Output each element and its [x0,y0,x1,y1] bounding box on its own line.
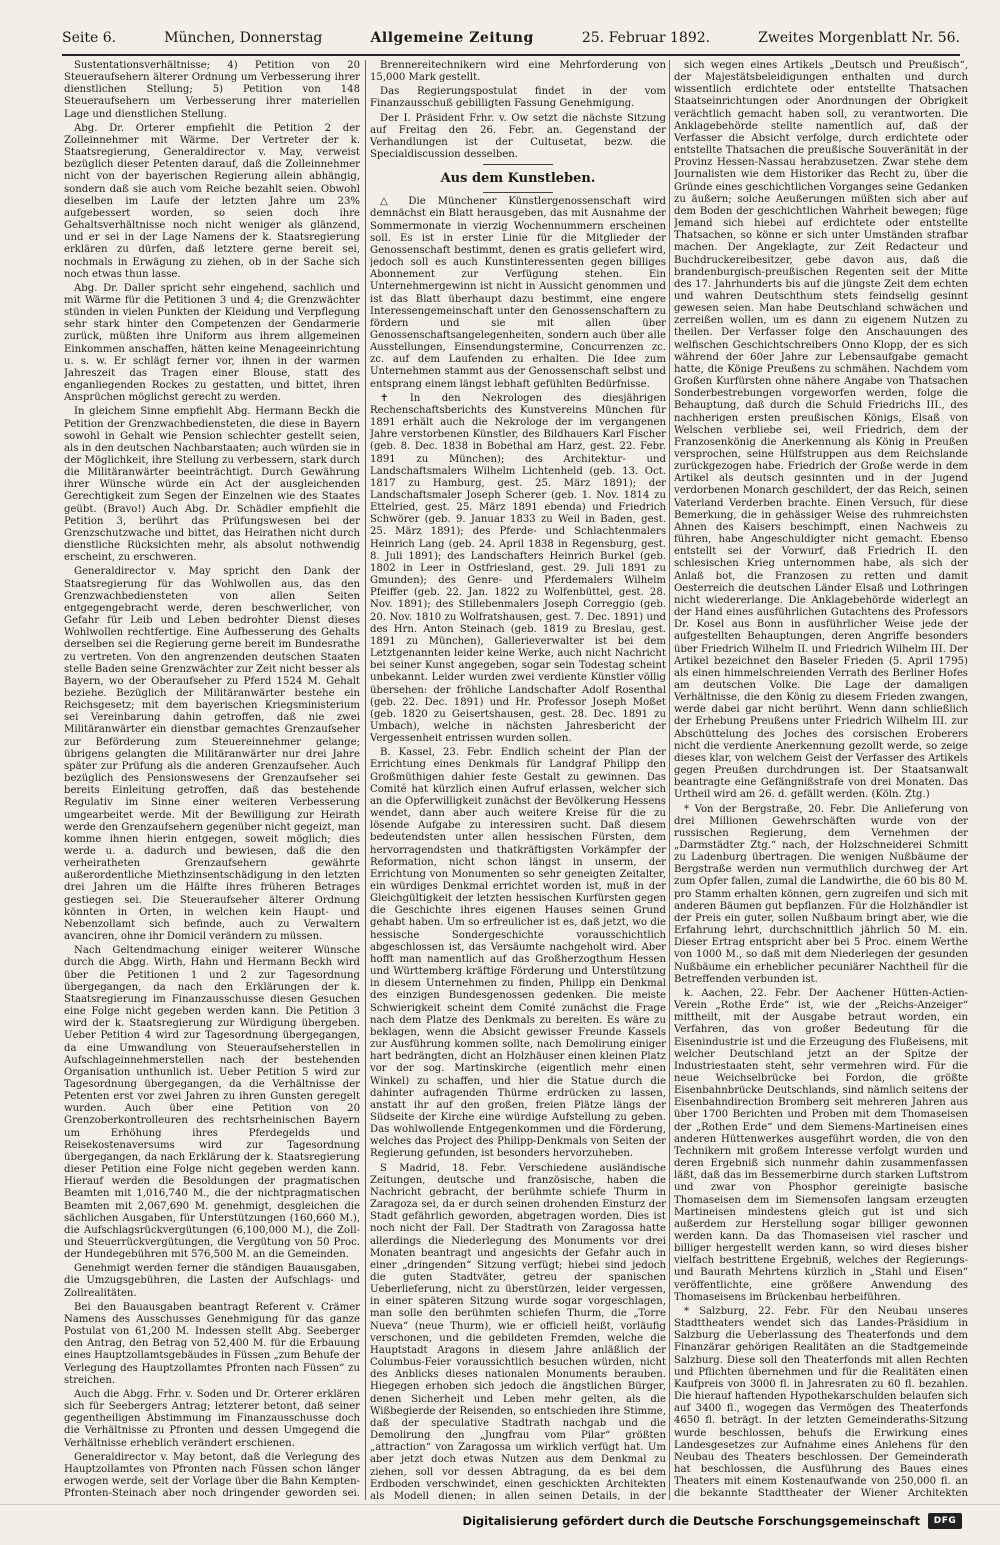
column-divider [669,60,670,1500]
masthead: Allgemeine Zeitung [370,30,534,46]
article-paragraph: Brennereitechnikern wird eine Mehrforderung von 15,000 Mark gestellt. [370,60,666,84]
article-paragraph: S Madrid, 18. Febr. Verschiedene ausländische Zeitungen, deutsche und französische, haben die Nachricht gebracht, der berühmte schiefe Thurm in Zaragoza sei, da er durch seinen drohenden Einsturz der Stadt gefährlich geworden, abgetragen worden. Dies ist noch nicht der Fall. Der Stadtrath von Zaragossa hatte allerdings die Niederlegung des Monuments vor drei Monaten beantragt und angesichts der Gefahr auch in einer „dringenden“ Sitzung verfügt; hiebei sind jedoch die guten Stadtväter, getreu der spanischen Ueberlieferung, nicht zu überstürzen, leider vergessen, in einer späteren Sitzung wurde sogar vorgeschlagen, man solle den berühmten schiefen Thurm, die „Torre Nueva“ (neue Thurm), wie er officiell heißt, vorläufig verschonen, und die gebildeten Fremden, welche die Hauptstadt Aragons in diesem Jahre anläßlich der Columbus-Feier voraussichtlich besuchen würden, nicht des Anblicks dieses nationalen Monuments berauben. Hiegegen erhoben sich jedoch die ängstlichen Bürger, denen Sicherheit und Leben mehr gelten, als die Wißbegierde der Reisenden, so entschieden ihre Stimme, daß der speculative Stadtrath nachgab und die Demolirung den „Jungfrau vom Pilar“ größten „attraction“ von Zaragossa um wirklich verfügt hat. Um aber jetzt doch etwas Nutzen aus dem Denkmal zu ziehen, soll vor dessen Abtragung, da es bei dem Erdboden verschwindet, einen geschickten Architekten als Modell dienen; in allen seinen Details, in der [370,1162,666,1500]
article-paragraph: In gleichem Sinne empfiehlt Abg. Hermann Beckh die Petition der Grenzwachbediensteten, die diese in Bayern sowohl in Gehalt wie Pension schlechter gestellt seien, als in den deutschen Nachbarstaaten; auch würden sie in der Möglichkeit, ihre Stellung zu verbessern, stark durch die Militäranwärter beeinträchtigt. Durch Gewährung ihrer Wünsche würde ein Act der ausgleichenden Gerechtigkeit zum Segen der Einzelnen wie des Staates geübt. (Bravo!) Auch Abg. Dr. Schädler empfiehlt die Petition 3, berührt das Prüfungswesen bei der Grenzschutzwache und bittet, das Heirathen nicht durch dienstliche Rücksichten mehr, als absolut nothwendig erscheint, zu erschweren. [64,406,360,564]
place-date: München, Donnerstag [164,30,323,46]
column-1 [64,60,360,1500]
article-paragraph: Bei den Bauausgaben beantragt Referent v. Crämer Namens des Ausschusses Genehmigung für das ganze Postulat von 61,200 M. Indessen stellt Abg. Seeberger den Antrag, den Betrag von 52,400 M. für die Erbauung eines Hauptzollamtsgebäudes in Füssen „zum Behufe der Verlegung des Hauptzollamtes Pfronten nach Füssen“ zu streichen. [64,1301,360,1386]
page-number: Seite 6. [62,30,117,46]
article-paragraph: B. Kassel, 23. Febr. Endlich scheint der Plan der Errichtung eines Denkmals für Landgraf Philipp den Großmüthigen dahier feste Gestalt zu gewinnen. Das Comité hat kürzlich einen Aufruf erlassen, welcher sich an die Opferwilligkeit zunächst der Bevölkerung Hessens wendet, dann aber auch weitere Kreise für die zu lösende Aufgabe zu interessiren sucht. Daß diesem bedeutendsten unter allen hessischen Fürsten, dem hervorragendsten und thatkräftigsten Vorkämpfer der Reformation, nicht schon längst in unserm, der Errichtung von Monumenten so sehr geneigten Zeitalter, ein würdiges Denkmal errichtet worden ist, muß in der Gleichgültigkeit der letzten hessischen Kurfürsten gegen die Geschichte ihres eigenen Hauses seinen Grund gehabt haben. Um so erfreulicher ist es, daß jetzt, wo die hessische Sondergeschichte vorausschichtlich abgeschlossen ist, das Versäumte nachgeholt wird. Aber hofft man namentlich auf das Großherzogthum Hessen und Württemberg kräftige Förderung und Unterstützung in diesem Unternehmen zu finden, Philipp ein Denkmal des einzigen Bundesgenossen gedenken. Die meiste Schwierigkeit scheint dem Comité zunächst die Frage nach dem Platze des Denkmals zu bereiten. Es wäre zu beklagen, wenn die Absicht gewisser Freunde Kassels zur Ausführung kommen sollte, nach Demolirung einiger hart bedrängten, dicht an Holzhäuser einen kleinen Platz vor der sog. Martinskirche (eigentlich mehr einen Winkel) zu schaffen, und hier die Statue durch die dahinter aufragenden Thürme erdrücken zu lassen, anstatt ihr auf den großen, freien Plätze längs der Südseite der Kirche eine würdige Aufstellung zu geben. Das wohlwollende Entgegenkommen und die Förderung, welches das Project des Philipp-Denkmals von Seiten der Regierung gefunden, ist besonders hervorzuheben. [370,747,666,1160]
article-paragraph: △ Die Münchener Künstlergenossenschaft wird demnächst ein Blatt herausgeben, das mit Ausnahme der Sommermonate in vierzig Wochennummern erscheinen soll. Es ist in erster Linie für die Mitglieder der Genossenschaft bestimmt, denen es gratis geliefert wird, jedoch soll es auch Kunstinteressenten gegen billiges Abonnement zur Verfügung stehen. Ein Unternehmergewinn ist nicht in Aussicht genommen und ist das Blatt überhaupt dazu bestimmt, eine engere Interessengemeinschaft unter den Genossenschaftern zu fördern und sie mit allen über Genossenschaftsangelegenheiten, sondern auch über alle Ausstellungen, Einsendungstermine, Concurrenzen zc. zc. auf dem Laufenden zu erhalten. Die Idee zum Unternehmen stammt aus der Genossenschaft selbst und entsprang einem längst lebhaft gefühlten Bedürfnisse. [370,196,666,390]
edition: Zweites Morgenblatt Nr. 56. [758,30,960,46]
digitization-footer [462,1511,962,1531]
article-paragraph: * Salzburg, 22. Febr. Für den Neubau unseres Stadttheaters wendet sich das Landes-Präsidium in Salzburg die Ueberlassung des Theaterfonds und dem Finanzärar gehörigen Realitäten an die Stadtgemeinde Salzburg. Diese soll den Theaterfonds mit allen Rechten und Pflichten übernehmen und für die Realitäten einen Kaufpreis von 3000 fl. in Jahresraten zu 60 fl. bezahlen. Die hierauf haftenden Hypothekarschulden belaufen sich auf 3400 fl., wogegen das Vermögen des Theaterfonds 4650 fl. beträgt. In der letzten Gemeinderaths-Sitzung wurde beschlossen, behufs die Erwirkung eines Landesgesetzes zur Aufnahme eines Anlehens für den Neubau des Theaters beschlossen. Der Gemeinderath hat beschlossen, die Ausführung des Baues eines Theaters mit einem Kostenaufwande von 250,000 fl. an die bekannte Stadttheater der Wiener Architekten [674,1305,968,1500]
article-paragraph: Das Regierungspostulat findet in der vom Finanzausschuß gebilligten Fassung Genehmigung. [370,86,666,110]
article-paragraph: Nach Geltendmachung einiger weiterer Wünsche durch die Abgg. Wirth, Hahn und Hermann Beckh wird über die Petitionen 1 und 2 zur Tagesordnung übergegangen, da nach den Erklärungen der k. Staatsregierung im Finanzausschusse diesen Gesuchen eine Folge nicht gegeben werden kann. Die Petition 3 wird der k. Staatsregierung zur Würdigung übergeben. Ueber Petition 4 wird zur Tagesordnung übergegangen, da eine Umwandlung von Steueraufseherstellen in Aufschlageinnehmerstellen nach der bestehenden Organisation unthunlich ist. Ueber Petition 5 wird zur Tagesordnung übergegangen, da die Verhältnisse der Petenten erst vor zwei Jahren zu ihren Gunsten geregelt wurden. Auch über eine Petition von 20 Grenzoberkontrolleuren des rechtsrheinischen Bayern um Erhöhung ihres Pferdegelds und Reisekostenaversums wird zur Tagesordnung übergegangen, da nach Erklärung der k. Staatsregierung dieser Petition eine Folge nicht gegeben werden kann. Hierauf werden die Besoldungen der pragmatischen Beamten mit 1,016,740 M., die der nichtpragmatischen Beamten mit 2,067,690 M. genehmigt, desgleichen die sächlichen Ausgaben, für Unterstützungen (160,660 M.), die Aufschlagsrückvergütungen (6,100,000 M.), die Zoll- und Steuerrückvergütungen, die Vergütung von 50 Proc. der Hundegebühren mit 576,500 M. an die Gemeinden. [64,945,360,1261]
column-divider [365,60,366,1500]
section-heading-kunstleben: Aus dem Kunstleben. [440,171,596,187]
article-paragraph: sich wegen eines Artikels „Deutsch und Preußisch“, der Majestätsbeleidigungen enthalten und durch wissentlich erdichtete oder entstellte Thatsachen Staatseinrichtungen oder Anordnungen der Obrigkeit verächtlich gemacht haben soll, zu verantworten. Die Anklagebehörde stellte namentlich auf, daß der Verfasser die Absicht verfolge, durch erdichtete oder entstellte Thatsachen die preußische Souveränität in der Provinz Hessen-Nassau herabzusetzen. Zwar stehe dem Journalisten wie dem Historiker das Recht zu, über die Gründe eines geschichtlichen Vorganges seine Gedanken zu äußern; solche Aeußerungen müßten sich aber auf dem Boden der geschichtlichen Wahrheit bewegen; füge Jemand sich hiebei auf erdichtete oder entstellte Thatsachen, so könne er sich unter Umständen strafbar machen. Der Angeklagte, zur Zeit Redacteur und Buchdruckereibesitzer, gebe davon aus, daß die brandenburgisch-preußischen Regenten seit der Mitte des 17. Jahrhunderts bis auf die jüngste Zeit dem echten und wahren Deutschthum stets feindselig gesinnt gewesen seien. Man habe Deutschland schwächen und zerreißen wollen, um es dann zu eigenem Nutzen zu theilen. Der Verfasser folge den Anschauungen des welfischen Geschichtschreibers Onno Klopp, der es sich während der 60er Jahre zur Lebensaufgabe gemacht hatte, die Könige Preußens zu schmähen. Nachdem vom Großen Kurfürsten ohne nähere Angabe von Thatsachen Sonderbestrebungen vorgeworfen werden, folge die Behauptung, daß durch die Schuld Friedrichs III., des nachherigen ersten preußischen Königs, Elsaß von Welschen verbliebe sei, weil Friedrich, dem der Franzosenkönig die Anerkennung als König in Preußen versprochen, seine Hülfstruppen aus dem Reichslande zurückgezogen habe. Friedrich der Große werde in dem Artikel als deutsch gesinnten und in der Jugend verdorbenen Monarch geschildert, der das Reich, seinen Vaterland Verderben brachte. Einen Versuch, für diese Bemerkung, die in gehässiger Weise des ruhmreichsten Ahnen des Kaisers beschimpft, einen Nachweis zu führen, habe Angeschuldigter nicht gemacht. Ebenso entstellt sei der Vorwurf, daß Friedrich II. den schlesischen Krieg unternommen habe, als sich der Anlaß bot, die Franzosen zu retten und damit Oesterreich die deutschen Länder Elsaß und Lothringen nicht wiedererlange. Die Anklagebehörde widerlegt an der Hand eines ausführlichen Gutachtens des Professors Dr. Kosel aus Bonn in ausführlicher Weise jede der aufgestellten Behauptungen, deren Angriffe besonders über Friedrich Wilhelm II. und Friedrich Wilhelm III. Der Artikel bezeichnet den Baseler Frieden (5. April 1795) als einen himmelschreienden Verrath des Berliner Hofes am deutschen Volke. Die Lage der damaligen Verhältnisse, die den König zu diesem Frieden zwangen, werde dabei gar nicht berührt. Wenn dann schließlich der Erhebung Preußens unter Friedrich Wilhelm III. zur Abschüttelung des Joches des corsischen Eroberers nicht die verdiente Anerkennung gezollt werde, so zeige dieses klar, von welchem Geist der Verfasser des Artikels gegen Preußen durchdrungen ist. Der Staatsanwalt beantragte eine Gefängnißstrafe von drei Monaten. Das Urtheil wird am 26. d. gefällt werden. (Köln. Ztg.) [674,60,968,801]
issue-date: 25. Februar 1892. [581,30,711,46]
article-paragraph: Abg. Dr. Daller spricht sehr eingehend, sachlich und mit Wärme für die Petitionen 3 und 4; die Grenzwächter stünden in vielen Punkten der Kleidung und Verpflegung sehr stark hinter den Competenzen der Gendarmerie zurück, müßten ihre Uniform aus ihrem allgemeinen Einkommen anschaffen, hätten keine Menageeinrichtung u. s. w. Er schlägt ferner vor, ihnen in der warmen Jahreszeit das Tragen einer Blouse, statt des enganliegenden Rockes zu gestatten, und bittet, ihren Ansprüchen möglichst gerecht zu werden. [64,282,360,404]
article-paragraph: Generaldirector v. May spricht den Dank der Staatsregierung für das Wohlwollen aus, das den Grenzwachbediensteten von allen Seiten entgegengebracht werde, deren beschwerlicher, von Gefahr für Leib und Leben bedrohter Dienst dieses Wohlwollen rechtfertige. Eine Aufbesserung des Gehalts derselben sei die Regierung gerne bereit im Bundesrathe zu vertreten. Von den angrenzenden deutschen Staaten stelle Baden seine Grenzwächter zur Zeit nicht besser als Bayern, wo der Oberaufseher zu Pferd 1524 M. Gehalt beziehe. Bezüglich der Militäranwärter bestehe ein Reichsgesetz; mit dem bayerischen Kriegsministerium sei Vereinbarung dahin getroffen, daß nie zwei Militäranwärter ein dienstbar gemachtes Grenzaufseher zur Beförderung zum Steuereinnehmer gelange; übrigens gelangten die Militäranwärter nur drei Jahre später zur Prüfung als die anderen Grenzaufseher. Auch bezüglich des Pensionswesens der Grenzaufseher sei bereits Einleitung getroffen, daß das bestehende Regulativ im Sinne einer weiteren Verbesserung umgearbeitet werde. Mit der Bewilligung zur Heirath werde den Grenzaufsehern gegenüber nicht gegeizt, man komme ihnen hierin entgegen, soweit möglich; dies werde u. a. dadurch und bewiesen, daß die den verheiratheten Grenzaufsehern gewährte außerordentliche Miethzinsentschädigung in den letzten drei Jahren um die Hälfte ihres früheren Betrages gestiegen sei. Die Steueraufseher älterer Ordnung könnten in Orten, in welchen kein Haupt- und Nebenzollamt sich befinde, auch zu Verwaltern avanciren, ohne ihr Domicil verändern zu müssen. [64,566,360,943]
article-paragraph: * Von der Bergstraße, 20. Febr. Die Anlieferung von drei Millionen Gewehrschäften wurde von der russischen Regierung, dem Vernehmen der „Darmstädter Ztg.“ nach, der Holzschneiderei Schmitt zu Ladenburg übertragen. Die wenigen Nußbäume der Bergstraße werden nun vermuthlich durchweg der Art zum Opfer fallen, zumal die Landwirthe, die 60 bis 80 M. pro Stamm erhalten können, gern zugreifen und sich mit anderen Bäumen gut bepflanzen. Für die Holzhändler ist der Preis ein guter, sollen Nußbaum bringt aber, wie die Erfahrung lehrt, durchschnittlich jährlich 50 M. ein. Dieser Ertrag entspricht aber bei 5 Proc. einem Werthe von 1000 M., so daß mit dem Niederlegen der gesunden Nußbäume ein erheblicher pecuniärer Nachtheil für die Betreffenden verbunden ist. [674,803,968,985]
section-rule [483,192,553,193]
article-paragraph: Abg. Dr. Orterer empfiehlt die Petition 2 der Zolleinnehmer mit Wärme. Der Vertreter der k. Staatsregierung, Generaldirector v. May, verweist bezüglich dieser Petenten darauf, daß die Zolleinnehmer nicht von der bayerischen Regierung allein abhängig, sondern daß sie auch vom Reiche bezahlt seien. Obwohl dieselben im Laufe der letzten Jahre um 23% aufgebessert worden, so seien doch ihre Gehaltsverhältnisse noch nicht weniger als glänzend, und er sei in der Lage Namens der k. Staatsregierung erklären zu dürfen, daß letztere gerne bereit sei, nochmals in Erwägung zu ziehen, ob in der Sache sich noch etwas thun lasse. [64,122,360,280]
footer-text: Digitalisierung gefördert durch die Deutsche Forschungsgemeinschaft [462,1514,920,1528]
article-paragraph: Auch die Abgg. Frhr. v. Soden und Dr. Orterer erklären sich für Seebergers Antrag; letzterer betont, daß seiner gegentheiligen Abstimmung im Finanzausschusse doch die Verhältnisse zu Pfronten und dessen Umgegend die Verhältnisse erheblich verändert erschienen. [64,1388,360,1449]
article-paragraph: Der I. Präsident Frhr. v. Ow setzt die nächste Sitzung auf Freitag den 26. Febr. an. Gegenstand der Verhandlungen ist der Cultusetat, bezw. die Specialdiscussion desselben. [370,112,666,161]
article-paragraph: Sustentationsverhältnisse; 4) Petition von 20 Steueraufsehern älterer Ordnung um Verbesserung ihrer dienstlichen Stellung; 5) Petition von 148 Steueraufsehern um Verbesserung ihrer materiellen Lage und dienstlichen Stellung. [64,60,360,120]
footer-rule [0,1504,1000,1505]
article-paragraph: Genehmigt werden ferner die ständigen Bauausgaben, die Umzugsgebühren, die Lasten der Aufschlags- und Zollrealitäten. [64,1263,360,1299]
dfg-logo: DFG [928,1513,962,1529]
page-header [62,30,960,52]
article-paragraph: ✝ In den Nekrologen des diesjährigen Rechenschaftsberichts des Kunstvereins München für 1891 erhält auch die Nekrologe der im vergangenen Jahre verstorbenen Künstler, des Bildhauers Karl Fischer (geb. 8. Dec. 1838 in Bobethal am Harz, gest. 22. Febr. 1891 zu München); des Architektur- und Landschaftsmalers Wilhelm Lichtenheld (geb. 13. Oct. 1817 zu Hamburg, gest. 25. März 1891); der Landschaftsmaler Joseph Scherer (geb. 1. Nov. 1814 zu Ettelried, gest. 25. März 1891 ebenda) und Friedrich Schwörer (geb. 9. Januar 1833 zu Weil in Baden, gest. 25. März 1891); des Pferde- und Schlachtenmalers Heinrich Lang (geb. 24. April 1838 in Regensburg, gest. 8. Juli 1891); des Landschafters Heinrich Burkel (geb. 1802 in Leer in Ostfriesland, gest. 29. Juli 1891 zu Gmunden); des Genre- und Pferdemalers Wilhelm Pfeiffer (geb. 22. Jan. 1822 zu Wolfenbüttel, gest. 28. Nov. 1891); des Stillebenmalers Joseph Correggio (geb. 20. Nov. 1810 zu Wolfratshausen, gest. 7. Dec. 1891) und des Hrn. Anton Steinach (geb. 1819 zu Breslau, gest. 1891 zu München), Gallerieverwalter ist bei dem Letztgenannten leider keine Werke, auch nicht Nachricht bei seiner Kunst angegeben, sogar sein Todestag scheint unbekannt. Leider wurden zwei verdiente Künstler völlig übersehen: der fröhliche Landschafter Adolf Rosenthal (geb. 22. Dec. 1891) und Hr. Professor Joseph Moßet (geb. 1820 zu Geisertshausen, gest. 28. Dec. 1891 zu Umbach), welche in nächsten Jahresbericht der Vergessenheit entrissen wurden sollen. [370,392,666,745]
column-2 [370,60,666,1500]
column-3 [674,60,968,1500]
article-paragraph: Generaldirector v. May betont, daß die Verlegung des Hauptzollamtes von Pfronten nach Füssen schon länger erwogen werde, seit der Vorlage über die Bahn Kempten-Pfronten-Steinach aber noch dringender geworden sei. [64,1451,360,1500]
header-rule [62,54,960,56]
section-rule [483,164,553,165]
article-paragraph: k. Aachen, 22. Febr. Der Aachener Hütten-Actien-Verein „Rothe Erde“ ist, wie der „Reichs-Anzeiger“ mittheilt, mit der Ausgabe betraut worden, ein Verfahren, das von großer Bedeutung für die Eisenindustrie ist und die Erzeugung des Flußeisens, mit welcher Deutschland jetzt an der Spitze der Industriestaaten steht, sehr vermehren wird. Für die neue Weichselbrücke bei Fordon, die größte Eisenbahnbrücke Deutschlands, sind nämlich seitens der Eisenbahndirection Bromberg seit mehreren Jahren aus über 1700 Berichten und Proben mit dem Thomaseisen der „Rothen Erde“ und dem Siemens-Martineisen eines anderen Hüttenwerkes ausgeführt worden, die von den Technikern mit großem Interesse verfolgt wurden und deren Ergebniß sich nunmehr dahin zusammenfassen läßt, daß das im Bessemerbirne durch starken Luftstrom und zwar von Phosphor gereinigte basische Thomaseisen dem im Siemensofen langsam erzeugten Martineisen mindestens gleich gut ist und sich außerdem zur Herstellung sogar billiger gewonnen werden kann. Da das Thomaseisen viel rascher und billiger hergestellt werden kann, so wird dieses bisher vielfach bestrittene Ergebniß, welches der Regierungs- und Baurath Mehrtens kürzlich in „Stahl und Eisen“ veröffentlichte, eine größere Anwendung des Thomaseisens im Brückenbau herbeiführen. [674,987,968,1303]
